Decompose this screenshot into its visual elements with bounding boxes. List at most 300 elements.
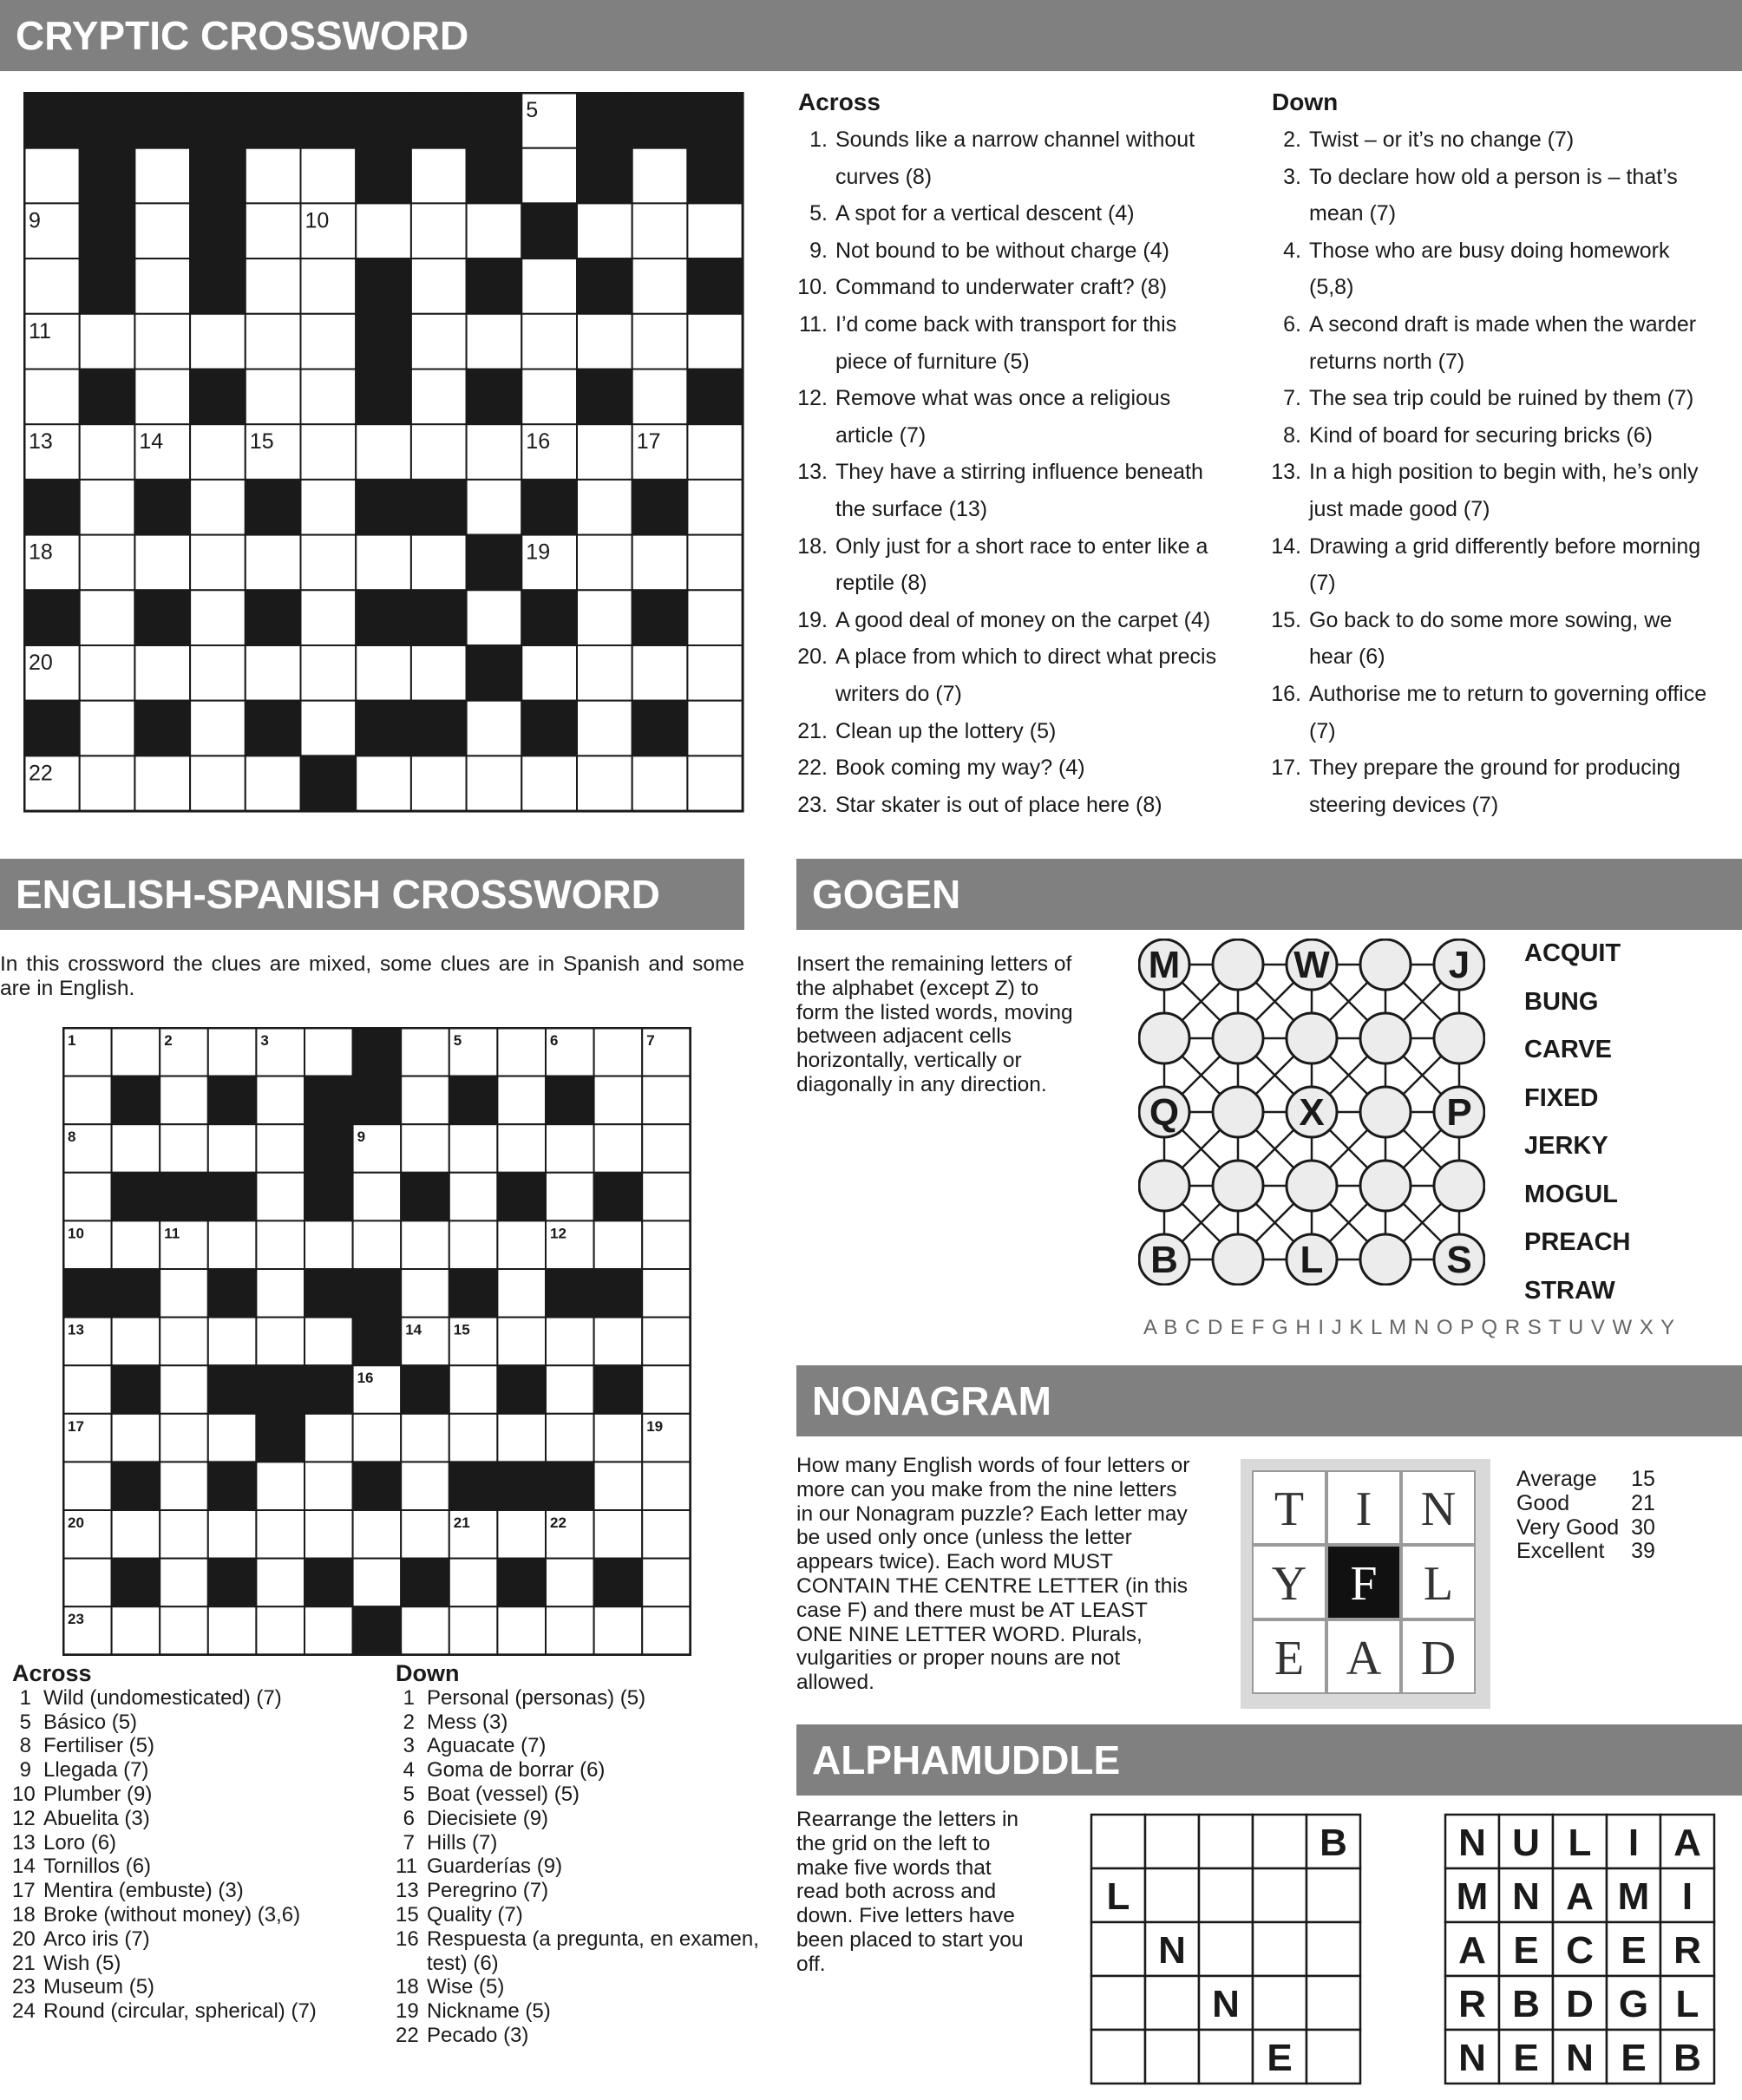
alphamuddle-puzzle-cell[interactable] [1306, 2030, 1360, 2084]
cryptic-cell[interactable] [80, 590, 135, 645]
es-cell[interactable] [256, 1173, 305, 1221]
cryptic-cell[interactable] [521, 314, 577, 370]
cryptic-cell[interactable] [467, 701, 522, 756]
english-spanish-down-clue [396, 1686, 760, 1711]
cryptic-cell[interactable] [190, 535, 246, 591]
alphamuddle-puzzle-cell[interactable] [1253, 1922, 1306, 1976]
es-black-cell [112, 1559, 160, 1607]
es-cell[interactable] [642, 1076, 691, 1125]
es-cell[interactable] [63, 1076, 112, 1125]
alphamuddle-puzzle-cell[interactable] [1306, 1976, 1360, 2030]
cryptic-cell[interactable] [521, 258, 577, 314]
cryptic-cell[interactable] [134, 258, 190, 314]
es-cell[interactable] [160, 1462, 208, 1510]
es-cell[interactable] [642, 1269, 691, 1318]
es-cell[interactable] [594, 1606, 643, 1655]
alphamuddle-puzzle-grid[interactable] [1090, 1813, 1362, 2085]
cryptic-cell[interactable] [356, 645, 411, 701]
es-black-cell [353, 1269, 402, 1318]
es-cell[interactable] [497, 1318, 546, 1366]
es-cell[interactable] [546, 1606, 594, 1655]
es-clue-number: 24 [357, 1611, 374, 1628]
cryptic-cell[interactable] [411, 424, 467, 480]
cryptic-cell[interactable] [687, 424, 743, 480]
cryptic-cell[interactable] [411, 645, 467, 701]
alphamuddle-puzzle-cell[interactable] [1306, 1922, 1360, 1976]
es-cell[interactable] [256, 1510, 305, 1559]
cryptic-cell[interactable] [577, 590, 632, 645]
es-cell[interactable] [401, 1414, 449, 1462]
clue-text: Respuesta (a pregunta, en examen, test) (6) [427, 1927, 759, 1975]
es-cell[interactable] [642, 1559, 691, 1607]
cryptic-cell[interactable] [467, 756, 522, 811]
cryptic-cell[interactable] [467, 424, 522, 480]
cryptic-cell[interactable] [411, 148, 467, 204]
cryptic-cell[interactable] [632, 756, 688, 811]
es-cell[interactable] [160, 1414, 208, 1462]
es-cell[interactable] [449, 1220, 498, 1269]
cryptic-cell[interactable] [687, 535, 743, 591]
cryptic-cell[interactable] [190, 314, 246, 370]
cryptic-cell[interactable] [80, 424, 135, 480]
cryptic-clue-number: 14 [139, 429, 164, 455]
es-cell[interactable] [112, 1318, 160, 1366]
cryptic-cell[interactable] [246, 203, 301, 258]
cryptic-cell[interactable] [356, 756, 411, 811]
cryptic-cell[interactable] [577, 424, 632, 480]
gogen-cell[interactable] [1139, 1161, 1189, 1211]
cryptic-clue-number: 1 [29, 98, 41, 122]
alphamuddle-puzzle-cell[interactable] [1145, 1976, 1199, 2030]
es-cell[interactable] [449, 1365, 498, 1414]
es-cell[interactable] [305, 1220, 353, 1269]
cryptic-cell[interactable] [301, 590, 357, 645]
es-black-cell [497, 1365, 546, 1414]
cryptic-cell[interactable] [411, 314, 467, 370]
gogen-grid[interactable] [1138, 939, 1485, 1286]
english-spanish-grid[interactable] [62, 1027, 691, 1656]
gogen-cell[interactable] [1287, 1161, 1337, 1211]
cryptic-cell[interactable] [356, 535, 411, 591]
cryptic-cell[interactable] [80, 645, 135, 701]
clue-text: Book coming my way? (4) [835, 756, 1085, 781]
cryptic-cell[interactable] [246, 756, 301, 811]
es-cell[interactable] [401, 1269, 449, 1318]
es-cell[interactable] [305, 1028, 353, 1076]
es-cell[interactable] [449, 1606, 498, 1655]
cryptic-cell[interactable] [467, 590, 522, 645]
cryptic-cell[interactable] [190, 645, 246, 701]
gogen-cell[interactable] [1360, 1013, 1411, 1063]
cryptic-cell[interactable] [301, 314, 357, 370]
alphamuddle-puzzle-cell[interactable] [1306, 1868, 1360, 1922]
es-cell[interactable] [449, 1124, 498, 1173]
es-cell[interactable] [353, 1414, 402, 1462]
cryptic-cell[interactable] [301, 148, 357, 204]
cryptic-cell[interactable] [577, 480, 632, 535]
cryptic-cell[interactable] [190, 756, 246, 811]
cryptic-cell[interactable] [301, 258, 357, 314]
gogen-title: GOGEN [812, 872, 961, 917]
es-black-cell [208, 1269, 257, 1318]
es-cell[interactable] [594, 1076, 643, 1125]
alphamuddle-puzzle-cell[interactable] [1091, 1815, 1145, 1868]
cryptic-black-cell [521, 480, 577, 535]
cryptic-cell[interactable] [687, 480, 743, 535]
cryptic-cell[interactable] [134, 645, 190, 701]
cryptic-cell[interactable] [632, 148, 688, 204]
gogen-cell[interactable] [1287, 1013, 1337, 1063]
gogen-cell[interactable] [1213, 1161, 1263, 1211]
cryptic-cell[interactable] [411, 535, 467, 591]
es-cell[interactable] [160, 1076, 208, 1125]
es-black-cell [63, 1269, 112, 1318]
es-cell[interactable] [594, 1124, 643, 1173]
es-cell[interactable] [546, 1173, 594, 1221]
cryptic-cell[interactable] [80, 535, 135, 591]
cryptic-cell[interactable] [301, 645, 357, 701]
cryptic-down-clue [1268, 528, 1719, 602]
cryptic-cell[interactable] [577, 701, 632, 756]
english-spanish-down-clue [396, 1975, 760, 1999]
es-cell[interactable] [594, 1318, 643, 1366]
alphamuddle-puzzle-cell[interactable] [1199, 2030, 1253, 2084]
alphamuddle-puzzle-cell[interactable] [1199, 1815, 1253, 1868]
es-cell[interactable] [63, 1173, 112, 1221]
cryptic-cell[interactable] [246, 314, 301, 370]
es-cell[interactable] [546, 1318, 594, 1366]
es-cell[interactable] [642, 1124, 691, 1173]
cryptic-cell[interactable] [687, 590, 743, 645]
alphamuddle-letter: L [1675, 1983, 1699, 2025]
es-cell[interactable] [497, 1028, 546, 1076]
es-cell[interactable] [256, 1318, 305, 1366]
alphamuddle-puzzle-cell[interactable] [1091, 1976, 1145, 2030]
gogen-title-banner [796, 859, 1742, 930]
es-cell[interactable] [497, 1076, 546, 1125]
cryptic-cell[interactable] [411, 258, 467, 314]
clue-text: Hills (7) [427, 1830, 498, 1855]
es-cell[interactable] [208, 1124, 257, 1173]
es-cell[interactable] [112, 1220, 160, 1269]
es-cell[interactable] [642, 1462, 691, 1510]
cryptic-cell[interactable] [411, 370, 467, 425]
es-cell[interactable] [160, 1510, 208, 1559]
es-cell[interactable] [497, 1124, 546, 1173]
es-cell[interactable] [112, 1510, 160, 1559]
es-cell[interactable] [256, 1606, 305, 1655]
es-cell[interactable] [401, 1510, 449, 1559]
es-cell[interactable] [305, 1510, 353, 1559]
es-black-cell [449, 1462, 498, 1510]
es-cell[interactable] [642, 1510, 691, 1559]
es-cell[interactable] [208, 1414, 257, 1462]
es-cell[interactable] [353, 1220, 402, 1269]
es-cell[interactable] [208, 1220, 257, 1269]
gogen-cell[interactable] [1434, 1013, 1484, 1063]
es-cell[interactable] [353, 1559, 402, 1607]
gogen-letter: B [1150, 1239, 1178, 1281]
cryptic-cell[interactable] [687, 645, 743, 701]
cryptic-cell[interactable] [687, 314, 743, 370]
gogen-cell[interactable] [1139, 1013, 1189, 1063]
gogen-cell[interactable] [1213, 939, 1263, 990]
cryptic-cell[interactable] [246, 535, 301, 591]
cryptic-black-cell [246, 590, 301, 645]
cryptic-cell[interactable] [632, 203, 688, 258]
alphamuddle-puzzle-cell[interactable] [1199, 1868, 1253, 1922]
es-cell[interactable] [449, 1414, 498, 1462]
alphamuddle-puzzle-cell[interactable] [1253, 1815, 1306, 1868]
es-cell[interactable] [208, 1318, 257, 1366]
cryptic-cell[interactable] [687, 756, 743, 811]
es-cell[interactable] [401, 1124, 449, 1173]
alphamuddle-letter: E [1513, 2037, 1539, 2079]
alphamuddle-puzzle-cell[interactable] [1253, 1868, 1306, 1922]
english-spanish-down-block [396, 1662, 760, 2048]
gogen-cell[interactable] [1434, 1161, 1484, 1211]
cryptic-cell[interactable] [80, 314, 135, 370]
gogen-word: FIXED [1524, 1083, 1599, 1112]
cryptic-cell[interactable] [521, 370, 577, 425]
cryptic-cell[interactable] [134, 203, 190, 258]
cryptic-cell[interactable] [24, 258, 80, 314]
es-cell[interactable] [642, 1318, 691, 1366]
cryptic-cell[interactable] [246, 370, 301, 425]
es-black-cell [208, 1173, 257, 1221]
es-cell[interactable] [208, 1028, 257, 1076]
es-cell[interactable] [546, 1124, 594, 1173]
cryptic-cell[interactable] [577, 314, 632, 370]
cryptic-cell[interactable] [80, 480, 135, 535]
cryptic-cell[interactable] [134, 756, 190, 811]
es-cell[interactable] [256, 1076, 305, 1125]
cryptic-cell[interactable] [246, 645, 301, 701]
cryptic-cell[interactable] [301, 424, 357, 480]
alphamuddle-puzzle-cell[interactable] [1091, 2030, 1145, 2084]
cryptic-cell[interactable] [356, 424, 411, 480]
cryptic-across-clue [795, 749, 1228, 787]
es-cell[interactable] [642, 1220, 691, 1269]
gogen-cell[interactable] [1360, 939, 1411, 990]
es-cell[interactable] [256, 1124, 305, 1173]
cryptic-cell[interactable] [246, 148, 301, 204]
es-cell[interactable] [208, 1510, 257, 1559]
es-cell[interactable] [305, 1462, 353, 1510]
es-cell[interactable] [642, 1173, 691, 1221]
es-cell[interactable] [546, 1414, 594, 1462]
es-cell[interactable] [594, 1028, 643, 1076]
english-spanish-across-clue [12, 1879, 377, 1903]
cryptic-cell[interactable] [521, 756, 577, 811]
es-cell[interactable] [594, 1220, 643, 1269]
es-clue-number: 2 [164, 1032, 173, 1049]
es-cell[interactable] [160, 1559, 208, 1607]
es-cell[interactable] [497, 1414, 546, 1462]
gogen-cell[interactable] [1360, 1087, 1411, 1137]
nonagram-grid[interactable] [1241, 1459, 1490, 1709]
es-cell[interactable] [160, 1606, 208, 1655]
es-cell[interactable] [160, 1269, 208, 1318]
alphamuddle-puzzle-cell[interactable] [1091, 1922, 1145, 1976]
es-black-cell [546, 1462, 594, 1510]
cryptic-cell[interactable] [577, 756, 632, 811]
clue-text: The sea trip could be ruined by them (7) [1309, 386, 1694, 411]
es-cell[interactable] [546, 1559, 594, 1607]
gogen-letter: J [1448, 944, 1470, 986]
cryptic-cell[interactable] [301, 370, 357, 425]
es-cell[interactable] [63, 1462, 112, 1510]
es-cell[interactable] [497, 1269, 546, 1318]
gogen-cell[interactable] [1213, 1013, 1263, 1063]
cryptic-cell[interactable] [632, 370, 688, 425]
cryptic-cell[interactable] [301, 701, 357, 756]
gogen-cell[interactable] [1213, 1087, 1263, 1137]
es-black-cell [305, 1124, 353, 1173]
es-cell[interactable] [305, 1606, 353, 1655]
es-cell[interactable] [353, 1510, 402, 1559]
cryptic-cell[interactable] [467, 314, 522, 370]
es-cell[interactable] [594, 1462, 643, 1510]
es-clue-number: 9 [357, 1129, 366, 1146]
english-spanish-across-clue [12, 1831, 377, 1855]
es-cell[interactable] [546, 1365, 594, 1414]
cryptic-cell[interactable] [632, 535, 688, 591]
cryptic-grid[interactable] [23, 92, 745, 814]
es-cell[interactable] [208, 1606, 257, 1655]
es-cell[interactable] [401, 1606, 449, 1655]
es-cell[interactable] [401, 1028, 449, 1076]
cryptic-cell[interactable] [80, 756, 135, 811]
cryptic-cell[interactable] [301, 535, 357, 591]
es-cell[interactable] [305, 1318, 353, 1366]
cryptic-cell[interactable] [632, 314, 688, 370]
cryptic-cell[interactable] [134, 148, 190, 204]
clue-number: 10 [12, 1782, 36, 1806]
alphamuddle-letter: N [1458, 2037, 1486, 2079]
english-spanish-across-clue [12, 1758, 377, 1783]
gogen-cell[interactable] [1213, 1234, 1263, 1285]
alphamuddle-letter: N [1158, 1929, 1186, 1972]
cryptic-cell[interactable] [190, 480, 246, 535]
cryptic-cell[interactable] [411, 203, 467, 258]
es-clue-number: 18 [260, 1417, 278, 1435]
cryptic-black-cell [356, 370, 411, 425]
es-cell[interactable] [256, 1462, 305, 1510]
cryptic-cell[interactable] [467, 480, 522, 535]
es-cell[interactable] [63, 1365, 112, 1414]
cryptic-cell[interactable] [134, 535, 190, 591]
clue-text: Round (circular, spherical) (7) [43, 1999, 317, 2024]
es-cell[interactable] [401, 1076, 449, 1125]
es-cell[interactable] [63, 1559, 112, 1607]
es-cell[interactable] [449, 1173, 498, 1221]
clue-text: To declare how old a person is – that’s mean (7) [1309, 164, 1678, 226]
cryptic-cell[interactable] [411, 756, 467, 811]
es-cell[interactable] [256, 1269, 305, 1318]
es-cell[interactable] [256, 1559, 305, 1607]
alphamuddle-puzzle-cell[interactable] [1145, 1868, 1199, 1922]
clue-number: 1 [403, 1685, 415, 1710]
cryptic-cell[interactable] [467, 203, 522, 258]
es-cell[interactable] [305, 1414, 353, 1462]
alphamuddle-puzzle-cell[interactable] [1145, 1815, 1199, 1868]
alphamuddle-puzzle-cell[interactable] [1199, 1922, 1253, 1976]
cryptic-cell[interactable] [577, 535, 632, 591]
alphamuddle-letter: B [1512, 1983, 1540, 2025]
cryptic-cell[interactable] [246, 258, 301, 314]
cryptic-cell[interactable] [632, 645, 688, 701]
english-spanish-down-heading: Down [396, 1660, 460, 1686]
es-cell[interactable] [256, 1220, 305, 1269]
cryptic-cell[interactable] [687, 203, 743, 258]
cryptic-cell[interactable] [577, 645, 632, 701]
cryptic-cell[interactable] [24, 370, 80, 425]
es-cell[interactable] [497, 1606, 546, 1655]
alphamuddle-letter: M [1456, 1875, 1489, 1918]
alphamuddle-puzzle-cell[interactable] [1253, 1976, 1306, 2030]
cryptic-cell[interactable] [190, 424, 246, 480]
es-cell[interactable] [642, 1606, 691, 1655]
cryptic-clue-number: 9 [29, 208, 41, 233]
cryptic-cell[interactable] [577, 203, 632, 258]
es-cell[interactable] [112, 1606, 160, 1655]
es-cell[interactable] [642, 1365, 691, 1414]
cryptic-black-cell [190, 203, 246, 258]
alphamuddle-letter: N [1212, 1983, 1240, 2025]
es-cell[interactable] [112, 1028, 160, 1076]
cryptic-cell[interactable] [301, 480, 357, 535]
cryptic-cell[interactable] [356, 203, 411, 258]
es-cell[interactable] [112, 1124, 160, 1173]
es-black-cell [449, 1076, 498, 1125]
es-cell[interactable] [401, 1220, 449, 1269]
cryptic-cell[interactable] [134, 314, 190, 370]
cryptic-cell[interactable] [521, 148, 577, 204]
es-cell[interactable] [112, 1414, 160, 1462]
cryptic-black-cell [521, 590, 577, 645]
alphamuddle-puzzle-cell[interactable] [1145, 2030, 1199, 2084]
es-cell[interactable] [160, 1124, 208, 1173]
gogen-cell[interactable] [1360, 1161, 1411, 1211]
es-cell[interactable] [160, 1365, 208, 1414]
cryptic-cell[interactable] [80, 701, 135, 756]
cryptic-clue-number: 12 [360, 318, 385, 343]
es-cell[interactable] [160, 1318, 208, 1366]
clue-number: 17 [12, 1879, 36, 1903]
cryptic-cell[interactable] [190, 701, 246, 756]
cryptic-cell[interactable] [134, 370, 190, 425]
es-cell[interactable] [594, 1510, 643, 1559]
es-cell[interactable] [449, 1559, 498, 1607]
clue-text: Wish (5) [43, 1951, 121, 1975]
es-cell[interactable] [497, 1510, 546, 1559]
clue-text: Diecisiete (9) [427, 1806, 549, 1830]
cryptic-cell[interactable] [521, 645, 577, 701]
cryptic-cell[interactable] [687, 701, 743, 756]
cryptic-cell[interactable] [24, 148, 80, 204]
gogen-word-list [1524, 930, 1630, 1315]
cryptic-cell[interactable] [632, 258, 688, 314]
es-black-cell [594, 1269, 643, 1318]
gogen-cell[interactable] [1360, 1234, 1411, 1285]
es-cell[interactable] [353, 1173, 402, 1221]
es-cell[interactable] [401, 1462, 449, 1510]
es-cell[interactable] [497, 1220, 546, 1269]
cryptic-cell[interactable] [190, 590, 246, 645]
cryptic-clue-number: 23 [305, 761, 330, 786]
es-cell[interactable] [594, 1414, 643, 1462]
